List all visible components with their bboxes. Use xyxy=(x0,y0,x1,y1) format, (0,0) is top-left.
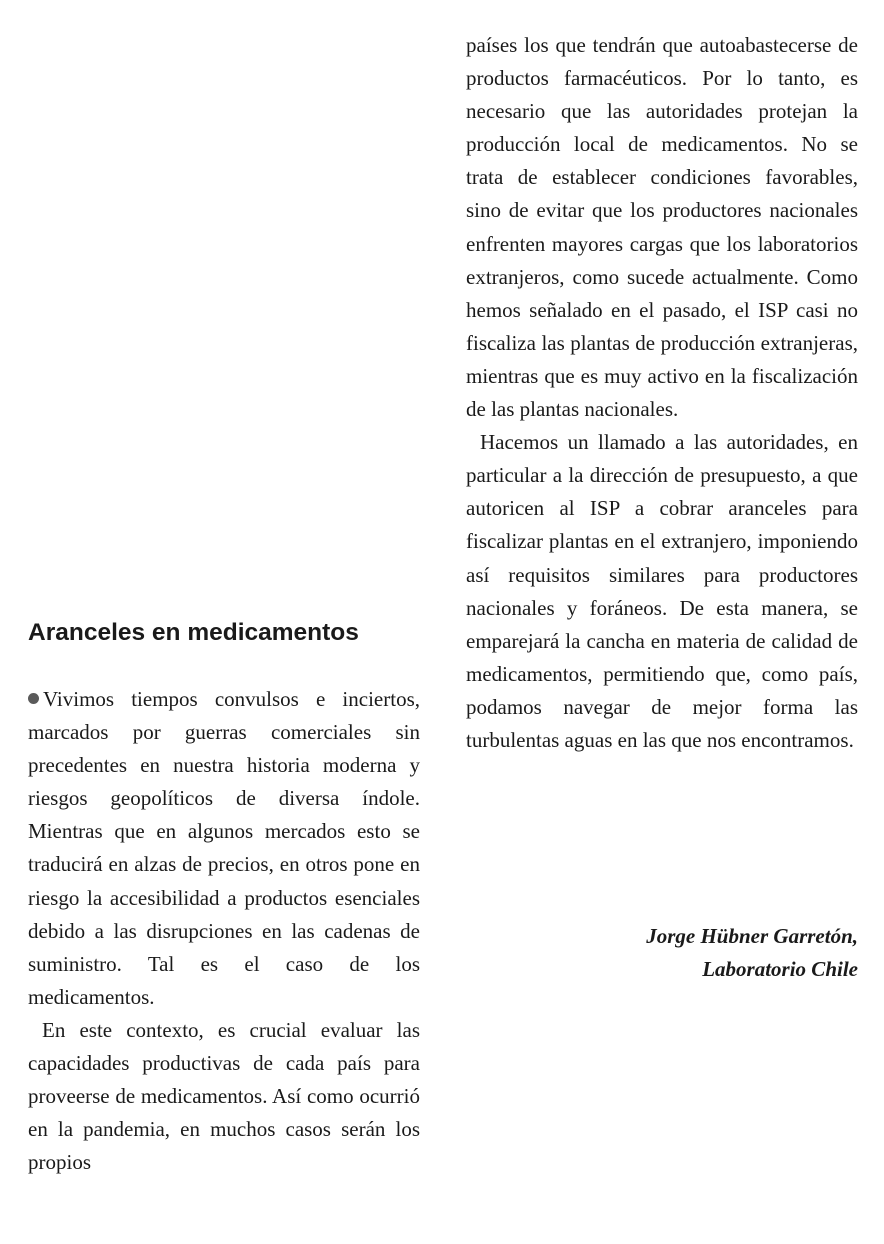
left-column xyxy=(28,683,420,1179)
paragraph-1 xyxy=(28,683,420,1014)
paragraph-2-continued: países los que tendrán que autoabastecerse de productos farmacéuticos. Por lo tanto, es necesario que las autoridades protejan la producción local de medicamentos. No se trata de establecer condiciones favorables, sino de evitar que los productores nacionales enfrenten mayores cargas que los laboratorios extranjeros, como sucede actualmente. Como hemos señalado en el pasado, el ISP casi no fiscaliza las plantas de producción extranjeras, mientras que es muy activo en la fiscalización de las plantas nacionales. xyxy=(466,33,858,422)
paragraph-1-text: Vivimos tiempos convulsos e inciertos, marcados por guerras comerciales sin precedentes en nuestra historia moderna y riesgos geopolíticos de diversa índole. Mientras que en algunos mercados esto se traducirá en alzas de precios, en otros pone en riesgo la accesibilidad a productos esenciales debido a las disrupciones en las cadenas de suministro. Tal es el caso de los medicamentos. xyxy=(28,687,420,1009)
right-column xyxy=(466,29,858,757)
signature-block xyxy=(466,920,858,986)
paragraph-3: Hacemos un llamado a las autoridades, en particular a la dirección de presupuesto, a que autoricen al ISP a cobrar aranceles para fiscalizar plantas en el extranjero, imponiendo así requisitos similares para productores nacionales y foráneos. De esta manera, se emparejará la cancha en materia de calidad de medicamentos, permitiendo que, como país, podamos navegar de mejor forma las turbulentas aguas en las que nos encontramos. xyxy=(466,430,858,752)
bullet-icon xyxy=(28,693,39,704)
signature-name: Jorge Hübner Garretón, xyxy=(646,924,858,948)
letter-title: Aranceles en medicamentos xyxy=(28,619,359,646)
signature-organization: Laboratorio Chile xyxy=(702,957,858,982)
paragraph-2-start: En este contexto, es crucial evaluar las capacidades productivas de cada país para proveerse de medicamentos. Así como ocurrió en la pandemia, en muchos casos serán los propios xyxy=(28,1017,420,1175)
